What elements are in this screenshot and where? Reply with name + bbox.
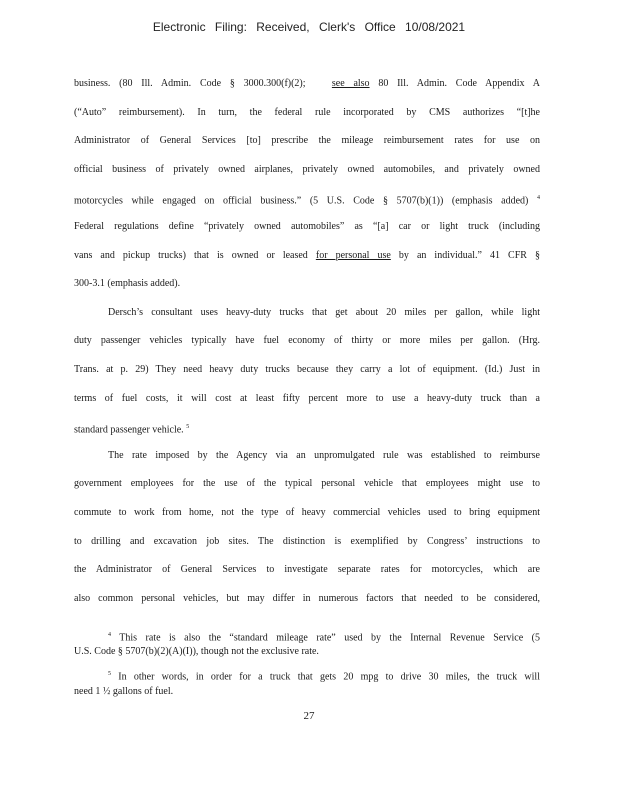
document-body — [74, 70, 540, 613]
body-line: Dersch’s consultant uses heavy-duty trucks that get about 20 miles per gallon, while light — [108, 306, 540, 318]
text-segment: motorcycles while engaged on official business.” (5 U.S. Code § 5707(b)(1)) (emphasis added) — [74, 195, 529, 207]
body-line: commute to work from home, not the type of heavy commercial vehicles used to bring equipment — [74, 506, 540, 518]
text-segment: In other words, in order for a truck that gets 20 mpg to drive 30 miles, the truck will — [111, 671, 540, 683]
body-line — [74, 184, 540, 213]
body-line — [74, 70, 540, 99]
text-segment: vans and pickup trucks) that is owned or leased — [74, 249, 316, 261]
footnote-line — [74, 628, 540, 645]
text-segment: This rate is also the “standard mileage rate” used by the Internal Revenue Service (5 — [111, 632, 540, 644]
body-line: (“Auto” reimbursement). In turn, the federal rule incorporated by CMS authorizes “[t]he — [74, 106, 540, 118]
body-line: terms of fuel costs, it will cost at least fifty percent more to use a heavy-duty truck than a — [74, 392, 540, 404]
footnotes-section — [74, 628, 540, 707]
citation-signal-see-also: see also — [331, 78, 370, 89]
footnote-5 — [74, 667, 540, 698]
body-line: Administrator of General Services [to] prescribe the mileage reimbursement rates for use on — [74, 135, 540, 147]
body-line: official business of privately owned airplanes, privately owned automobiles, and privately owned — [74, 163, 540, 175]
footnote-line: need 1 ½ gallons of fuel. — [74, 685, 174, 697]
filing-stamp-header: Electronic Filing: Received, Clerk's Office 10/08/2021 — [152, 20, 466, 34]
emphasized-phrase: for personal use — [315, 249, 391, 261]
body-line: also common personal vehicles, but may differ in numerous factors that needed to be considered, — [74, 592, 540, 604]
footnote-reference-4: 4 — [537, 195, 540, 202]
footnote-line: U.S. Code § 5707(b)(2)(A)(I)), though not the exclusive rate. — [74, 646, 319, 658]
page-number: 27 — [303, 710, 315, 722]
footnote-reference-5: 5 — [186, 424, 190, 431]
footnote-marker: 5 — [108, 671, 111, 678]
text-segment: by an individual.” 41 CFR § — [390, 249, 540, 261]
body-line: government employees for the use of the typical personal vehicle that employees might use to — [74, 478, 540, 490]
body-line: to drilling and excavation job sites. The distinction is exemplified by Congress’ instructions to — [74, 535, 540, 547]
text-segment: standard passenger vehicle. — [74, 424, 184, 436]
text-segment: business. (80 Ill. Admin. Code § 3000.300(f)(2); — [74, 78, 306, 89]
footnote-4 — [74, 628, 540, 659]
body-line: the Administrator of General Services to investigate separate rates for motorcycles, which are — [74, 564, 540, 576]
body-line: duty passenger vehicles typically have fuel economy of thirty or more miles per gallon. (Hrg. — [74, 335, 540, 347]
body-line: Federal regulations define “privately owned automobiles” as “[a] car or light truck (including — [74, 220, 540, 232]
footnote-marker: 4 — [108, 632, 111, 638]
body-line — [74, 242, 540, 271]
footnote-line — [74, 667, 540, 684]
body-line — [74, 413, 540, 442]
body-line: The rate imposed by the Agency via an unpromulgated rule was established to reimburse — [108, 449, 540, 461]
text-segment: 80 Ill. Admin. Code Appendix A — [369, 78, 540, 89]
body-line: Trans. at p. 29) They need heavy duty trucks because they carry a lot of equipment. (Id.) Just in — [74, 363, 540, 375]
body-line: 300-3.1 (emphasis added). — [74, 278, 181, 290]
